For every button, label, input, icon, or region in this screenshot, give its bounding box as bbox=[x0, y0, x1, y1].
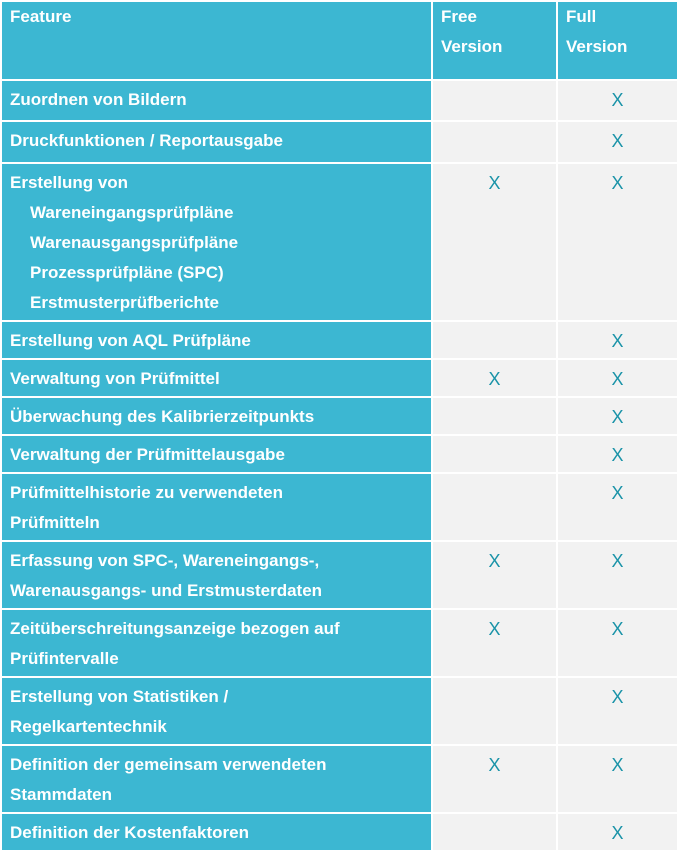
free-mark bbox=[432, 321, 557, 359]
feature-line: Regelkartentechnik bbox=[10, 717, 167, 736]
header-free-line-2: Version bbox=[441, 37, 503, 56]
full-mark: X bbox=[557, 321, 677, 359]
full-mark: X bbox=[557, 609, 677, 677]
free-mark: X bbox=[432, 745, 557, 813]
free-mark bbox=[432, 813, 557, 851]
full-mark: X bbox=[557, 677, 677, 745]
free-mark: X bbox=[432, 163, 557, 321]
full-mark: X bbox=[557, 397, 677, 435]
feature-cell bbox=[1, 473, 432, 541]
header-full-version bbox=[557, 1, 677, 80]
feature-cell: Überwachung des Kalibrierzeitpunkts bbox=[1, 397, 432, 435]
full-mark: X bbox=[557, 435, 677, 473]
table-row bbox=[1, 397, 677, 435]
table-row bbox=[1, 609, 677, 677]
full-mark: X bbox=[557, 473, 677, 541]
feature-cell: Erstellung von AQL Prüfpläne bbox=[1, 321, 432, 359]
feature-cell bbox=[1, 541, 432, 609]
full-mark: X bbox=[557, 813, 677, 851]
header-free-version bbox=[432, 1, 557, 80]
feature-cell bbox=[1, 677, 432, 745]
free-mark: X bbox=[432, 609, 557, 677]
feature-cell: Zuordnen von Bildern bbox=[1, 80, 432, 121]
feature-line: Prüfmitteln bbox=[10, 513, 100, 532]
free-mark: X bbox=[432, 541, 557, 609]
free-mark bbox=[432, 397, 557, 435]
feature-cell: Definition der Kostenfaktoren bbox=[1, 813, 432, 851]
table-row bbox=[1, 813, 677, 851]
free-mark: X bbox=[432, 359, 557, 397]
full-mark: X bbox=[557, 80, 677, 121]
feature-title: Erstellung von bbox=[10, 173, 129, 192]
free-mark bbox=[432, 121, 557, 163]
feature-cell: Verwaltung der Prüfmittelausgabe bbox=[1, 435, 432, 473]
feature-line: Stammdaten bbox=[10, 785, 113, 804]
feature-line: Prüfmittelhistorie zu verwendeten bbox=[10, 483, 283, 502]
full-mark: X bbox=[557, 745, 677, 813]
header-full-line-2: Version bbox=[566, 37, 628, 56]
feature-line: Prüfintervalle bbox=[10, 649, 119, 668]
table-row bbox=[1, 435, 677, 473]
feature-cell: Verwaltung von Prüfmittel bbox=[1, 359, 432, 397]
feature-sub-item: Warenausgangsprüfpläne bbox=[30, 233, 239, 252]
feature-cell bbox=[1, 609, 432, 677]
header-feature: Feature bbox=[1, 1, 432, 80]
feature-line: Erfassung von SPC-, Wareneingangs-, bbox=[10, 551, 320, 570]
table-row bbox=[1, 121, 677, 163]
full-mark: X bbox=[557, 121, 677, 163]
table-row bbox=[1, 473, 677, 541]
table-row bbox=[1, 321, 677, 359]
feature-line: Zeitüberschreitungsanzeige bezogen auf bbox=[10, 619, 340, 638]
table-row bbox=[1, 163, 677, 321]
feature-line: Definition der gemeinsam verwendeten bbox=[10, 755, 327, 774]
table-row bbox=[1, 541, 677, 609]
free-mark bbox=[432, 677, 557, 745]
feature-sub-item: Prozessprüfpläne (SPC) bbox=[30, 263, 224, 282]
full-mark: X bbox=[557, 359, 677, 397]
full-mark: X bbox=[557, 163, 677, 321]
free-mark bbox=[432, 80, 557, 121]
feature-cell: Druckfunktionen / Reportausgabe bbox=[1, 121, 432, 163]
feature-sub-item: Wareneingangsprüfpläne bbox=[30, 203, 234, 222]
feature-sub-item: Erstmusterprüfberichte bbox=[30, 293, 219, 312]
table-row bbox=[1, 677, 677, 745]
feature-line: Erstellung von Statistiken / bbox=[10, 687, 229, 706]
feature-line: Warenausgangs- und Erstmusterdaten bbox=[10, 581, 323, 600]
feature-cell bbox=[1, 163, 432, 321]
header-free-line-1: Free bbox=[441, 7, 477, 26]
table-row bbox=[1, 359, 677, 397]
free-mark bbox=[432, 435, 557, 473]
header-full-line-1: Full bbox=[566, 7, 597, 26]
full-mark: X bbox=[557, 541, 677, 609]
table-row bbox=[1, 80, 677, 121]
free-mark bbox=[432, 473, 557, 541]
header-row bbox=[1, 1, 677, 80]
